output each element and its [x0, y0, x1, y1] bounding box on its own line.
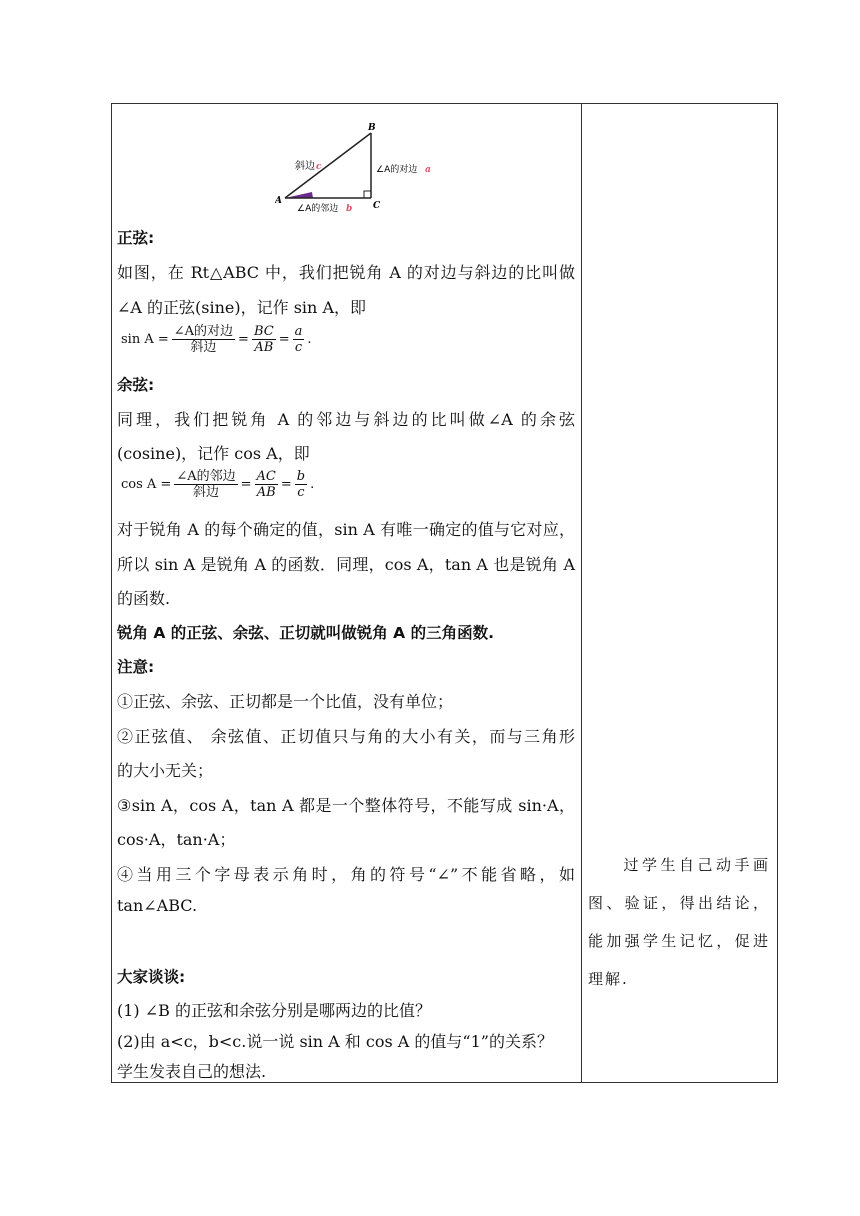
adjacent-var: b [346, 204, 353, 214]
side-note-text: 过学生自己动手画图、验证，得出结论，能加强学生记忆，促进理解. [588, 856, 770, 988]
sine-line-2: ∠A 的正弦(sine)，记作 sin A，即 [117, 298, 366, 317]
explain-line-1: 对于锐角 A 的每个确定的值，sin A 有唯一确定的值与它对应， [117, 520, 575, 539]
cosine-frac-3: $\frac{b}{c}$ [296, 469, 306, 500]
note-1: ①正弦、余弦、正切都是一个比值，没有单位； [117, 692, 454, 711]
note-4-a: ④当用三个字母表示角时，角的符号“∠”不能省略，如 [117, 865, 575, 884]
explain-line-3: 的函数. [117, 589, 171, 608]
cosine-lhs: cos A = [121, 477, 172, 492]
note-4-b: tan∠ABC. [117, 896, 198, 915]
side-note [588, 846, 770, 998]
sine-frac-2: $\frac{BC}{AB}$ [253, 324, 274, 355]
hypotenuse-var: c [316, 162, 322, 172]
adjacent-label: ∠A的邻边 [297, 204, 339, 214]
definition-line: 锐角 A 的正弦、余弦、正切就叫做锐角 A 的三角函数. [117, 624, 494, 642]
cosine-line-1: 同理，我们把锐角 A 的邻边与斜边的比叫做∠A 的余弦 [117, 410, 575, 429]
hypotenuse-label: 斜边 [295, 161, 315, 172]
cosine-formula: cos A = $\frac{\text{∠A的邻边}}{\text{斜边}}$ = $\frac{AC}{AB}$ = $\frac{b}{c}$ . [121, 469, 315, 500]
lesson-table [111, 103, 778, 1083]
opposite-label: ∠A的对边 [376, 165, 418, 175]
discussion-heading: 大家谈谈: [117, 968, 186, 986]
sine-lhs: sin A = [121, 332, 169, 347]
right-triangle-figure [275, 114, 445, 214]
sine-heading: 正弦: [117, 229, 155, 247]
cosine-frac-1: $\frac{\text{∠A的邻边}}{\text{斜边}}$ [176, 469, 236, 500]
discussion-q2: (2)由 a<c，b<c.说一说 sin A 和 cos A 的值与“1”的关系？ [117, 1032, 553, 1051]
notes-heading: 注意: [117, 658, 155, 676]
sine-line-1: 如图，在 Rt△ABC 中，我们把锐角 A 的对边与斜边的比叫做 [117, 263, 575, 282]
sine-frac-1: $\frac{\text{∠A的对边}}{\text{斜边}}$ [173, 324, 234, 355]
note-3-b: cos·A，tan·A； [117, 830, 236, 849]
discussion-q3: 学生发表自己的想法. [117, 1062, 267, 1081]
vertex-c: C [373, 201, 381, 211]
column-divider [581, 104, 582, 1082]
sine-formula: sin A = $\frac{\text{∠A的对边}}{\text{斜边}}$ = $\frac{BC}{AB}$ = $\frac{a}{c}$ . [121, 324, 312, 355]
note-2-a: ②正弦值、 余弦值、正切值只与角的大小有关，而与三角形 [117, 727, 575, 746]
cosine-line-2: (cosine)，记作 cos A，即 [117, 444, 310, 463]
explain-line-2: 所以 sin A 是锐角 A 的函数．同理，cos A，tan A 也是锐角 A [117, 555, 575, 574]
vertex-b: B [368, 123, 376, 133]
sine-frac-3: $\frac{a}{c}$ [294, 324, 303, 355]
opposite-var: a [425, 165, 431, 175]
vertex-a: A [275, 196, 282, 206]
note-3-a: ③sin A，cos A，tan A 都是一个整体符号，不能写成 sin·A， [117, 796, 575, 815]
discussion-q1: (1) ∠B 的正弦和余弦分别是哪两边的比值？ [117, 1001, 432, 1020]
note-2-b: 的大小无关； [117, 761, 214, 780]
cosine-heading: 余弦: [117, 376, 155, 394]
cosine-frac-2: $\frac{AC}{AB}$ [256, 469, 276, 500]
